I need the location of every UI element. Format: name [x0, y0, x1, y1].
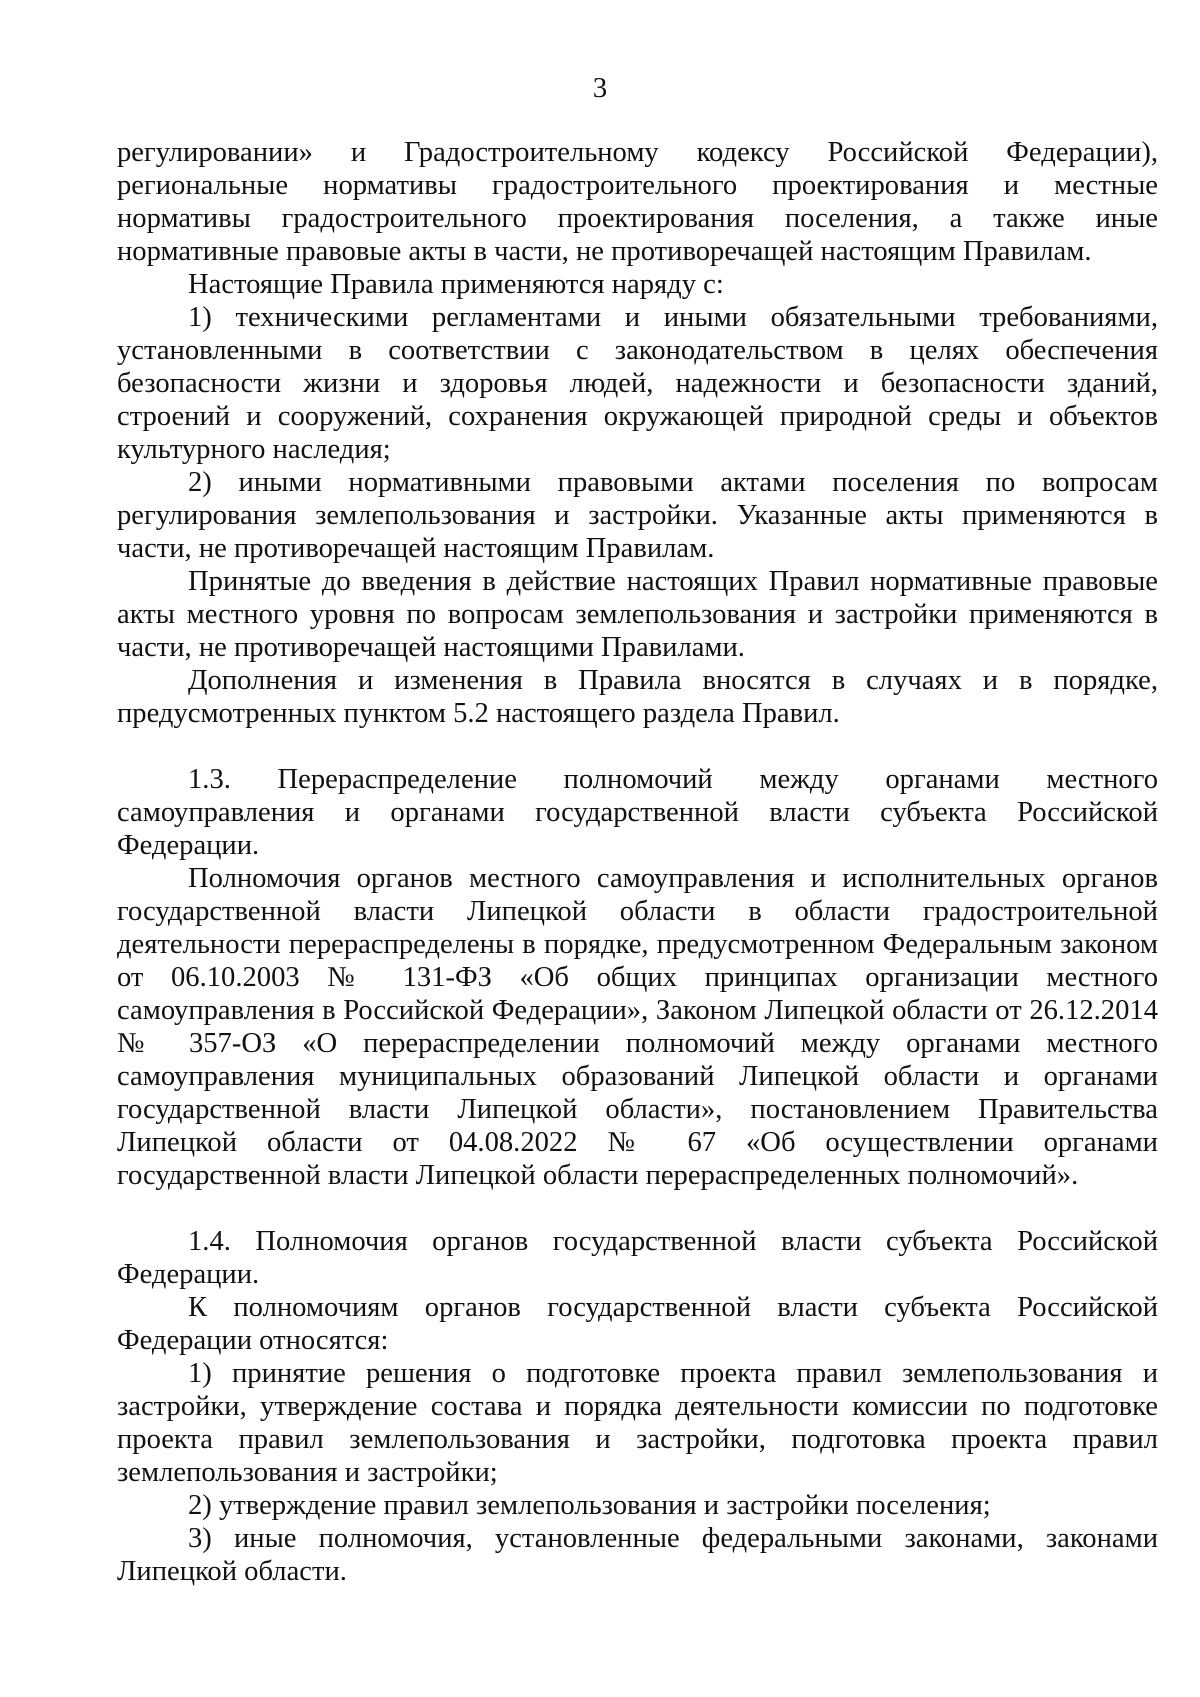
paragraph-continuation: регулировании» и Градостроительному кодексу Российской Федерации), региональные нормативы градостроительного проектирования и местные нормативы градостроительного проектирования поселения, а также иные нормативные правовые акты в части, не противоречащей настоящим Правилам.	[117, 137, 1158, 267]
paragraph-amendments: Дополнения и изменения в Правила вносятся в случаях и в порядке, предусмотренных пунктом 5.2 настоящего раздела Правил.	[117, 665, 1158, 729]
list-item-2: 2) иными нормативными правовыми актами поселения по вопросам регулирования землепользования и застройки. Указанные акты применяются в части, не противоречащей настоящим Правилам.	[117, 467, 1158, 564]
paragraph-rules-applied: Настоящие Правила применяются наряду с:	[188, 269, 724, 300]
section-heading-1-3: 1.3. Перераспределение полномочий между органами местного самоуправления и органами государственной власти субъекта Российской Федерации.	[117, 764, 1158, 861]
document-body	[117, 136, 1158, 1588]
page-number: 3	[592, 72, 608, 104]
section-heading-1-4: 1.4. Полномочия органов государственной власти субъекта Российской Федерации.	[117, 1226, 1158, 1290]
list-item-1: 1) техническими регламентами и иными обязательными требованиями, установленными в соответствии с законодательством в целях обеспечения безопасности жизни и здоровья людей, надежности и безопасности зданий, строений и сооружений, сохранения окружающей природной среды и объектов культурного наследия;	[117, 302, 1158, 465]
powers-item-3: 3) иные полномочия, установленные федеральными законами, законами Липецкой области.	[117, 1523, 1158, 1587]
powers-item-1: 1) принятие решения о подготовке проекта правил землепользования и застройки, утверждение состава и порядка деятельности комиссии по подготовке проекта правил землепользования и застройки, подготовка проекта правил землепользования и застройки;	[117, 1358, 1158, 1488]
paragraph-prior-acts: Принятые до введения в действие настоящих Правил нормативные правовые акты местного уровня по вопросам землепользования и застройки применяются в части, не противоречащей настоящими Правилами.	[117, 566, 1158, 663]
paragraph-powers-intro: К полномочиям органов государственной власти субъекта Российской Федерации относятся:	[117, 1292, 1158, 1356]
paragraph-redistribution: Полномочия органов местного самоуправления и исполнительных органов государственной власти Липецкой области в области градостроительной деятельности перераспределены в порядке, предусмотренном Федеральным законом от 06.10.2003 № 131-ФЗ «Об общих принципах организации местного самоуправления в Российской Федерации», Законом Липецкой области от 26.12.2014 № 357-ОЗ «О перераспределении полномочий между органами местного самоуправления муниципальных образований Липецкой области и органами государственной власти Липецкой области», постановлением Правительства Липецкой области от 04.08.2022 № 67 «Об осуществлении органами государственной власти Липецкой области перераспределенных полномочий».	[117, 863, 1158, 1191]
powers-item-2: 2) утверждение правил землепользования и застройки поселения;	[188, 1490, 991, 1521]
